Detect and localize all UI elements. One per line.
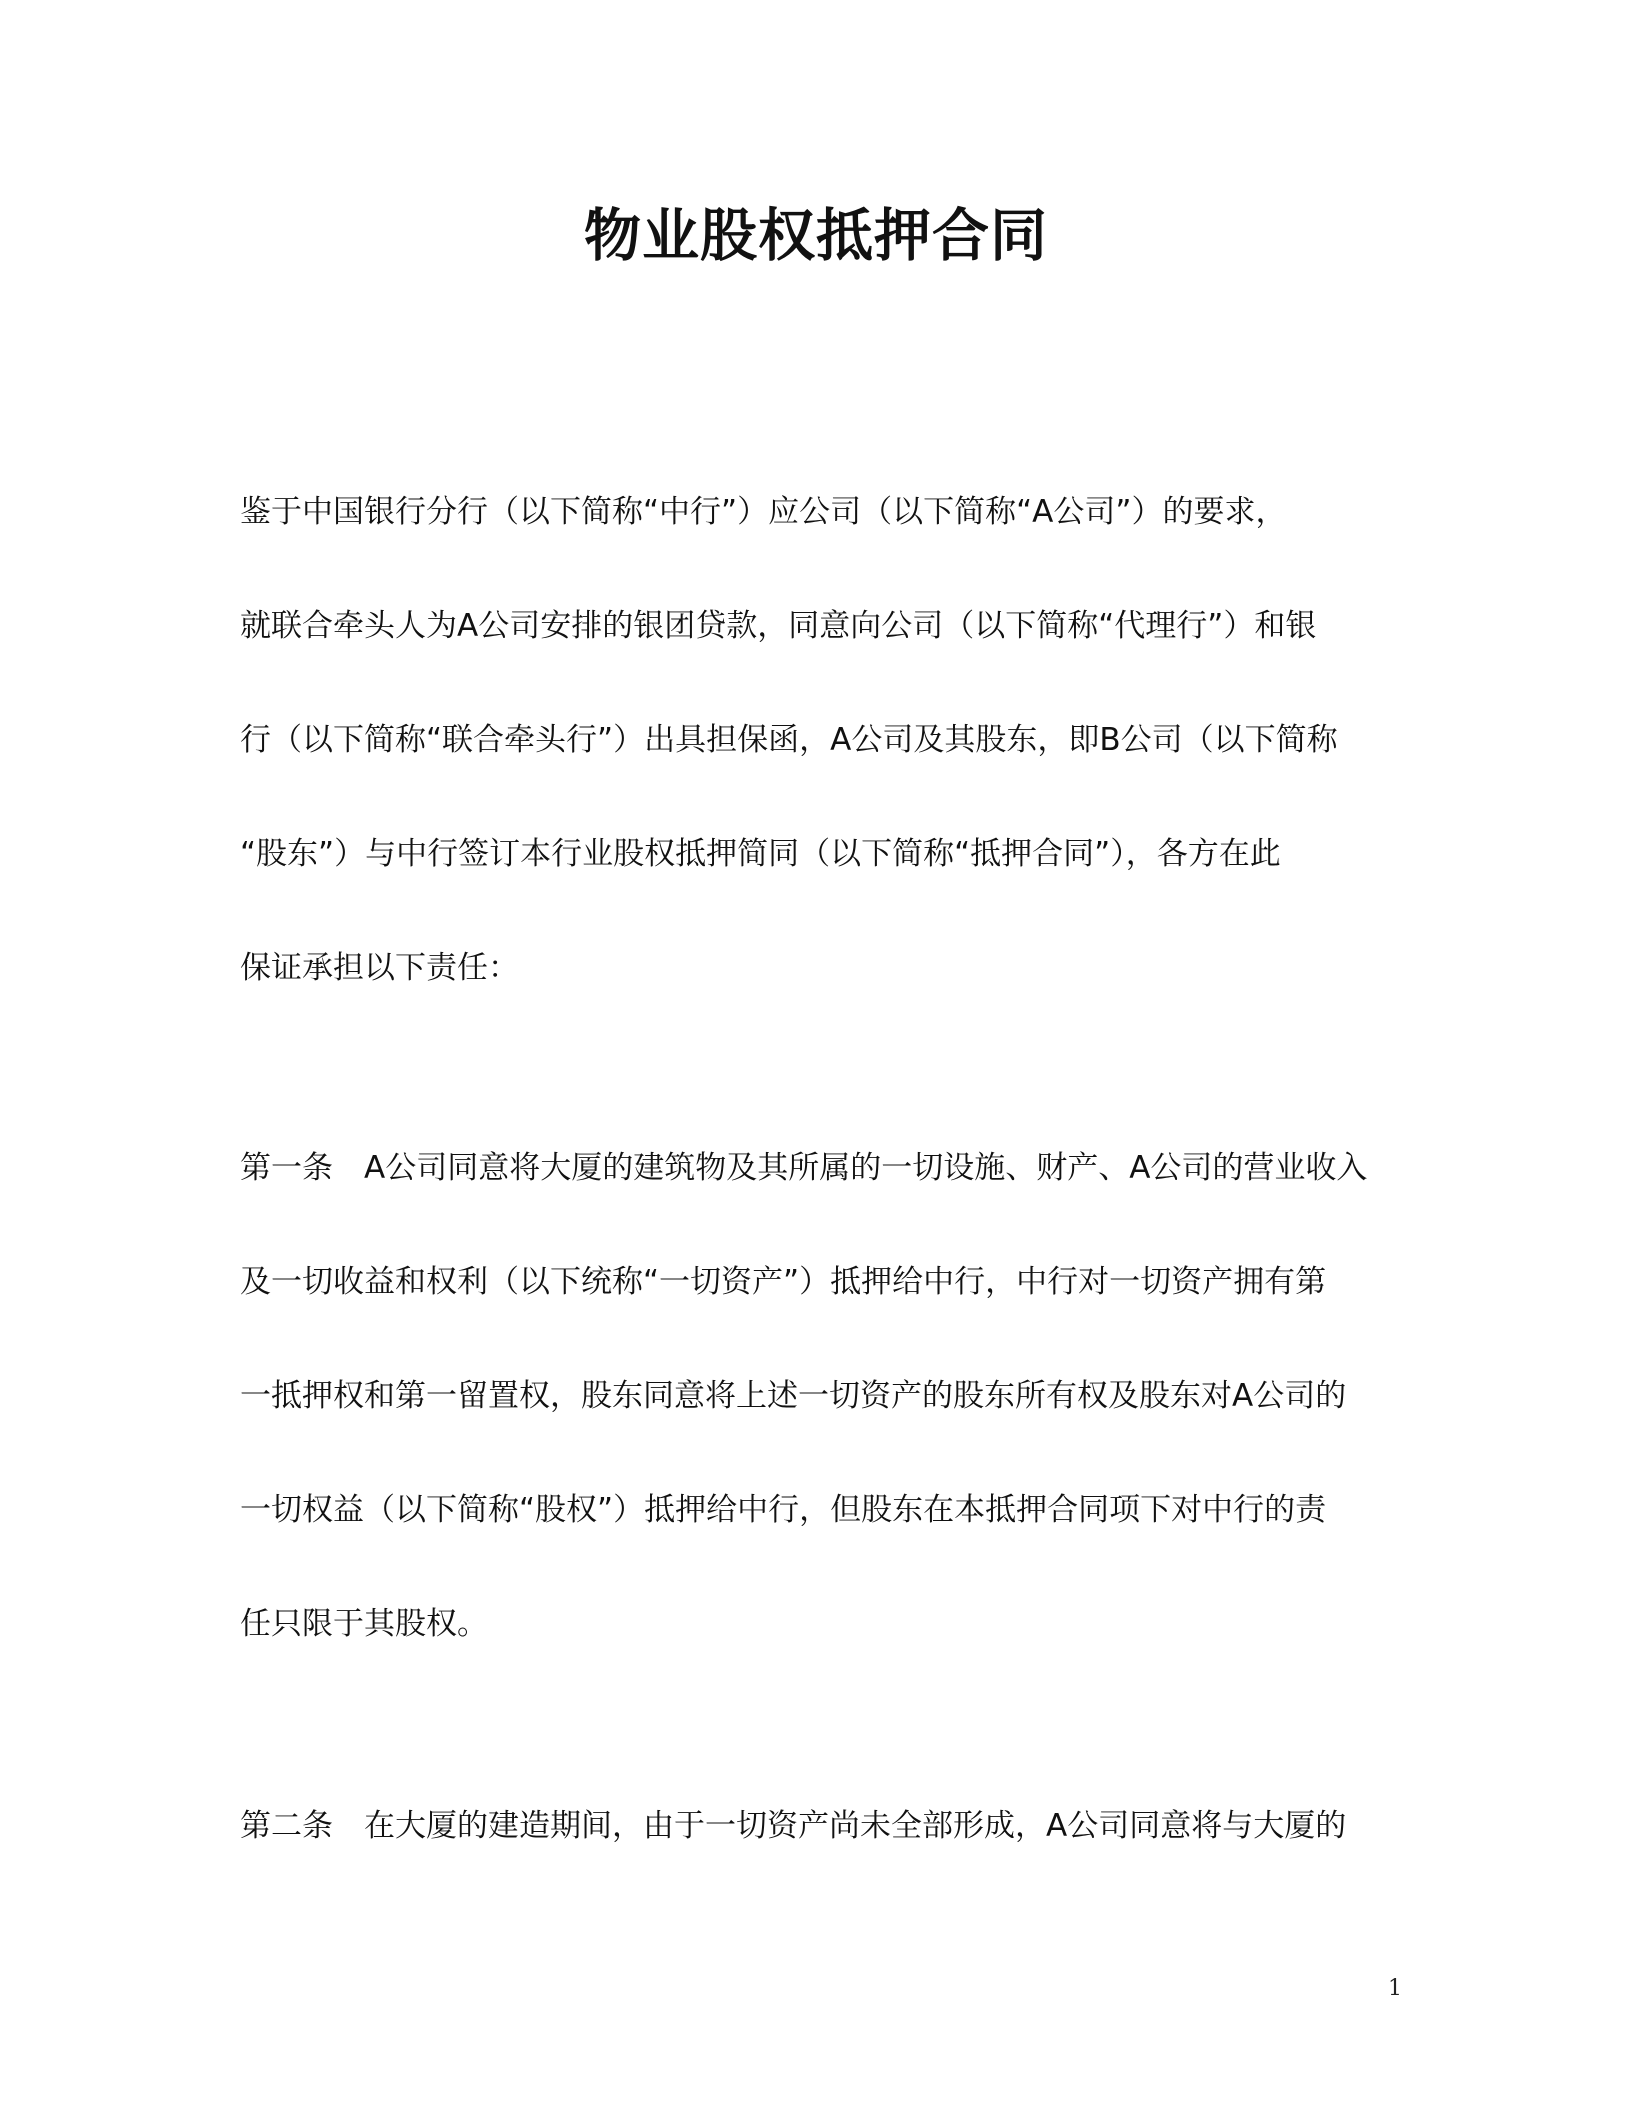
preamble-line-3: 行（以下简称“联合牵头行”）出具担保函，A公司及其股东，即B公司（以下简称 bbox=[240, 722, 1338, 758]
article-2-line-1: 第二条 在大厦的建造期间，由于一切资产尚未全部形成，A公司同意将与大厦的 bbox=[240, 1808, 1347, 1844]
preamble-line-1: 鉴于中国银行分行（以下简称“中行”）应公司（以下简称“A公司”）的要求， bbox=[240, 494, 1287, 530]
article-1-line-2: 及一切收益和权利（以下统称“一切资产”）抵押给中行，中行对一切资产拥有第 bbox=[240, 1264, 1327, 1300]
article-1-line-5: 任只限于其股权。 bbox=[240, 1606, 488, 1642]
preamble-line-4: “股东”）与中行签订本行业股权抵押简同（以下简称“抵押合同”），各方在此 bbox=[240, 836, 1281, 872]
article-1-line-3: 一抵押权和第一留置权，股东同意将上述一切资产的股东所有权及股东对A公司的 bbox=[240, 1378, 1347, 1414]
article-1-line-1: 第一条 A公司同意将大厦的建筑物及其所属的一切设施、财产、A公司的营业收入 bbox=[240, 1150, 1368, 1186]
page-number: 1 bbox=[1388, 1976, 1402, 2001]
document-title: 物业股权抵押合同 bbox=[584, 203, 1048, 269]
article-1-line-4: 一切权益（以下简称“股权”）抵押给中行，但股东在本抵押合同项下对中行的责 bbox=[240, 1492, 1327, 1528]
preamble-line-2: 就联合牵头人为A公司安排的银团贷款，同意向公司（以下简称“代理行”）和银 bbox=[240, 608, 1317, 644]
preamble-line-5: 保证承担以下责任： bbox=[240, 950, 519, 986]
